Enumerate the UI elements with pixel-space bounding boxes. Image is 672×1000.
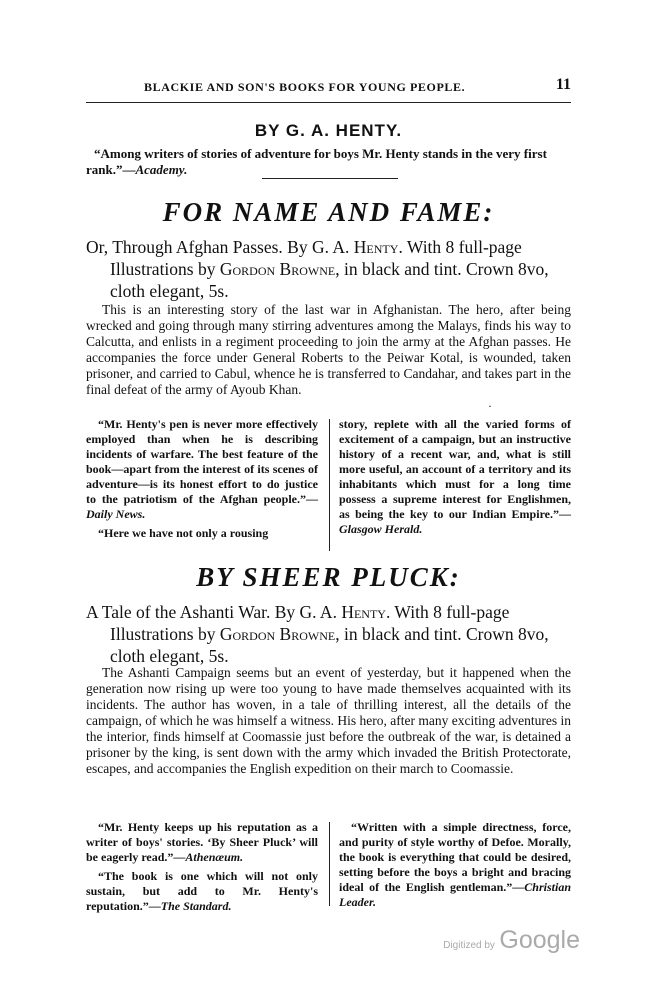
reviews-left-column [86, 820, 318, 918]
google-logo: Google [499, 926, 580, 954]
review-quote: story, replete with all the varied forms of excitement of a campaign, but an instructive history of a recent war, and, what is still more useful, an account of a territory and its inhabitants which must for a long time possess a supreme interest for Englishmen, as being the key to our Indian Empire.”—Glasgow Herald. [339, 417, 571, 536]
column-divider [329, 822, 330, 906]
reviews-right-column [339, 417, 571, 541]
watermark-prefix: Digitized by [443, 940, 495, 951]
book-subtitle-2: A Tale of the Ashanti War. By G. A. Henty. With 8 full-page Illustrations by Gordon Browne, in black and tint. Crown 8vo, cloth elegant, 5s. [86, 602, 549, 666]
running-title: BLACKIE AND SON'S BOOKS FOR YOUNG PEOPLE. [144, 80, 466, 94]
reviews-left-column [86, 417, 318, 545]
reviews-right-column [339, 820, 571, 914]
author-heading: BY G. A. HENTY. [254, 121, 403, 140]
top-quote-text: “Among writers of stories of adventure for boys Mr. Henty stands in the very first rank.”— [86, 146, 547, 177]
review-quote: “Mr. Henty keeps up his reputation as a writer of boys' stories. ‘By Sheer Pluck’ will be eagerly read.”—Athenæum. [86, 820, 318, 864]
review-quote: “The book is one which will not only sustain, but add to Mr. Henty's reputation.”—The Standard. [86, 869, 318, 913]
review-quote: “Mr. Henty's pen is never more effectively employed than when he is describing incidents of warfare. The best feature of the book—apart from the interest of its scenes of adventure—is its honest effort to do justice to the patriotism of the Afghan people.”—Daily News. [86, 417, 318, 521]
reviews-1 [86, 417, 571, 551]
section-rule [262, 178, 398, 179]
review-quote: “Here we have not only a rousing [98, 526, 269, 540]
header-rule [86, 102, 571, 103]
digitized-watermark [443, 926, 580, 955]
review-quote: “Written with a simple directness, force, and purity of style worthy of Defoe. Morally, the book is everything that could be desired, setting before the boys a bright and bracing ideal of the English gentleman.”—Christian Leader. [339, 820, 571, 909]
book-description-2: The Ashanti Campaign seems but an event of yesterday, but it happened when the generation now rising up were too young to have made themselves acquainted with its incidents. The author has woven, in a tale of thrilling interest, all the details of the campaign, of which he was himself a witness. His hero, after many exciting adventures in the interior, finds himself at Coomassie just before the outbreak of the war, is detained a prisoner by the king, is sent down with the army which invaded the British Protectorate, escapes, and accompanies the English expedition on their march to Coomassie. [86, 665, 571, 776]
reviews-2 [86, 820, 571, 913]
book-description-1: This is an interesting story of the last war in Afghanistan. The hero, after being wrecked and going through many stirring adventures among the Malays, finds his way to Calcutta, and enlists in a regiment proceeding to join the army at the Afghan passes. He accompanies the force under General Roberts to the Peiwar Kotal, is wounded, taken prisoner, and carried to Cabul, whence he is transferred to Candahar, and takes part in the final defeat of the army of Ayoub Khan. [86, 302, 571, 397]
book-subtitle-1: Or, Through Afghan Passes. By G. A. Henty. With 8 full-page Illustrations by Gordon Browne, in black and tint. Crown 8vo, cloth elegant, 5s. [86, 237, 549, 301]
top-quote [86, 146, 571, 178]
stray-mark: · [488, 399, 492, 413]
book-title-1: FOR NAME AND FAME: [162, 197, 495, 227]
page-number: 11 [555, 76, 571, 93]
column-divider [329, 419, 330, 551]
book-title-2: BY SHEER PLUCK: [196, 562, 461, 592]
top-quote-source: Academy. [135, 162, 188, 177]
